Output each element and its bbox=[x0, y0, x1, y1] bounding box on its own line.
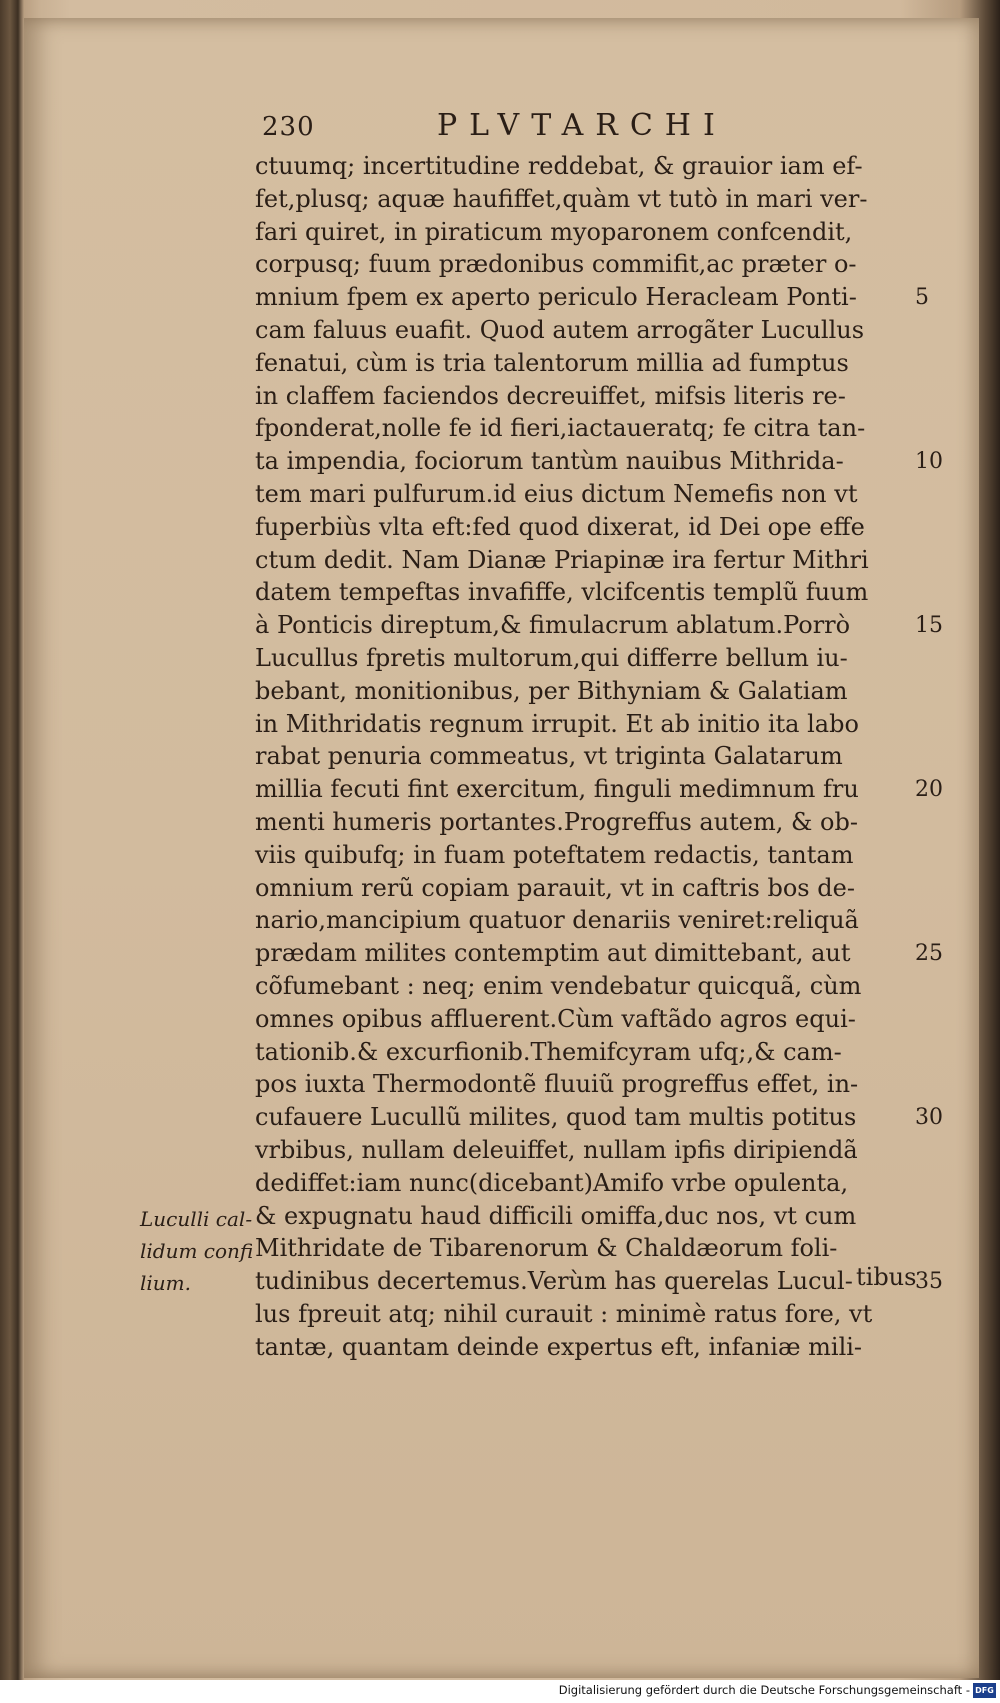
text-line: pos iuxta Thermodontẽ fluuiũ progreffus effet, in- bbox=[255, 1070, 859, 1099]
line-number-35: 35 bbox=[915, 1269, 943, 1294]
line-number-30: 30 bbox=[915, 1105, 943, 1130]
text-line: cufauere Lucullũ milites, quod tam multis potitus bbox=[255, 1103, 857, 1132]
text-line: tem mari pulfurum.id eius dictum Nemefis non vt bbox=[255, 479, 858, 508]
funding-credit: Digitalisierung gefördert durch die Deutsche Forschungsgemeinschaft - bbox=[558, 1683, 970, 1697]
text-line: Lucullus fpretis multorum,qui differre bellum iu- bbox=[255, 643, 848, 672]
body-text bbox=[255, 150, 895, 1363]
page-number: 230 bbox=[262, 112, 315, 142]
text-line: bebant, monitionibus, per Bithyniam & Galatiam bbox=[255, 676, 848, 705]
text-line: à Ponticis direptum,& fimulacrum ablatum.Porrò bbox=[255, 611, 851, 640]
text-line: tationib.& excurfionib.Themifcyram ufq;,& cam- bbox=[255, 1037, 842, 1066]
text-line: menti humeris portantes.Progreffus autem, & ob- bbox=[255, 807, 858, 836]
text-line: fponderat,nolle fe id fieri,iactaueratq; fe citra tan- bbox=[255, 414, 866, 443]
line-number-15: 15 bbox=[915, 613, 943, 638]
text-line: datem tempeftas invafiffe, vlcifcentis templũ fuum bbox=[255, 578, 869, 607]
text-line: ta impendia, fociorum tantùm nauibus Mithrida- bbox=[255, 447, 844, 476]
text-line: fet,plusq; aquæ haufiffet,quàm vt tutò in mari ver- bbox=[255, 184, 868, 213]
marginal-note-line: lidum confi bbox=[140, 1239, 254, 1263]
text-line: prædam milites contemptim aut dimittebant, aut bbox=[255, 939, 851, 968]
line-number-5: 5 bbox=[915, 285, 929, 310]
text-line: ctum dedit. Nam Dianæ Priapinæ ira fertur Mithri bbox=[255, 545, 869, 574]
text-line: in Mithridatis regnum irrupit. Et ab initio ita labo bbox=[255, 709, 859, 738]
text-line: nario,mancipium quatuor denariis veniret:reliquã bbox=[255, 906, 859, 935]
text-line: in claffem faciendos decreuiffet, mifsis literis re- bbox=[255, 381, 846, 410]
text-line: omnium rerũ copiam parauit, vt in caftris bos de- bbox=[255, 873, 855, 902]
text-line: tantæ, quantam deinde expertus eft, infaniæ mili- bbox=[255, 1332, 863, 1361]
text-line: fenatui, cùm is tria talentorum millia ad fumptus bbox=[255, 348, 849, 377]
text-line: vrbibus, nullam deleuiffet, nullam ipfis diripiendã bbox=[255, 1135, 858, 1164]
text-line: viis quibufq; in fuam poteftatem redactis, tantam bbox=[255, 840, 854, 869]
running-head bbox=[262, 108, 762, 144]
marginal-note-line: Luculli cal- bbox=[140, 1207, 253, 1231]
text-line: cõfumebant : neq; enim vendebatur quicquã, cùm bbox=[255, 971, 862, 1000]
line-number-20: 20 bbox=[915, 777, 943, 802]
text-line: tudinibus decertemus.Verùm has querelas Lucul- bbox=[255, 1267, 853, 1296]
dfg-logo-icon: DFG bbox=[973, 1683, 996, 1698]
text-line: dediffet:iam nunc(dicebant)Amifo vrbe opulenta, bbox=[255, 1168, 849, 1197]
text-line: mnium fpem ex aperto periculo Heracleam Ponti- bbox=[255, 283, 857, 312]
text-line: rabat penuria commeatus, vt triginta Galatarum bbox=[255, 742, 843, 771]
text-line: cam faluus euafit. Quod autem arrogãter Lucullus bbox=[255, 315, 865, 344]
marginal-note bbox=[140, 1203, 260, 1299]
text-line: millia fecuti fint exercitum, finguli medimnum fru bbox=[255, 775, 859, 804]
text-line: ctuumq; incertitudine reddebat, & grauior iam ef- bbox=[255, 152, 863, 180]
text-line: fari quiret, in piraticum myoparonem confcendit, bbox=[255, 217, 853, 246]
line-number-25: 25 bbox=[915, 941, 943, 966]
line-number-10: 10 bbox=[915, 449, 943, 474]
marginal-note-line: lium. bbox=[140, 1271, 191, 1295]
text-line: omnes opibus affluerent.Cùm vaftãdo agros equi- bbox=[255, 1004, 856, 1033]
text-line: Mithridate de Tibarenorum & Chaldæorum foli- bbox=[255, 1234, 838, 1263]
page-title: PLVTARCHI bbox=[437, 108, 727, 143]
text-line: corpusq; fuum prædonibus commifit,ac præter o- bbox=[255, 250, 857, 279]
catchword: tibus bbox=[856, 1263, 917, 1291]
text-line: fuperbiùs vlta eft:fed quod dixerat, id Dei ope effe bbox=[255, 512, 865, 541]
text-line: lus fpreuit atq; nihil curauit : minimè ratus fore, vt bbox=[255, 1299, 873, 1328]
text-line: & expugnatu haud difficili omiffa,duc nos, vt cum bbox=[255, 1201, 857, 1230]
footer-bar bbox=[0, 1680, 1000, 1703]
